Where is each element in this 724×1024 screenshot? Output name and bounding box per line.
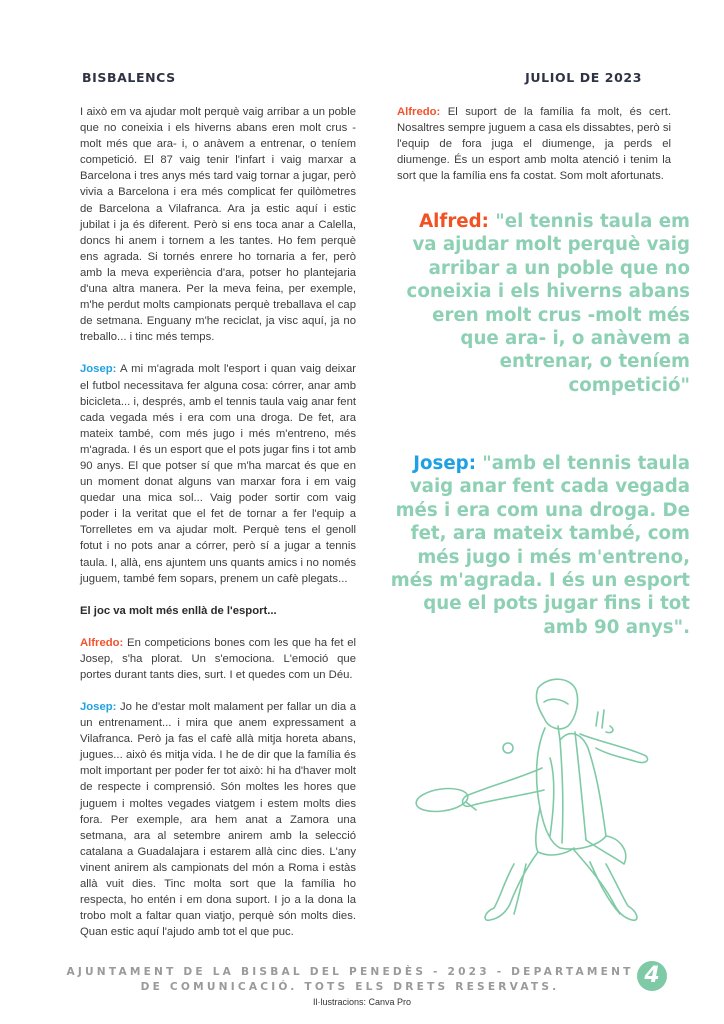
speaker-josep: Josep: [80, 701, 117, 713]
pull-quote-alfred [390, 210, 690, 397]
issue-date: JULIOL DE 2023 [525, 70, 642, 85]
paddle-icon [415, 785, 470, 814]
speaker-alfredo: Alfredo: [397, 106, 441, 118]
paragraph-text: El suport de la família fa molt, és cert. Nosaltres sempre juguem a casa els dissabtes, però si l'equip de fora juga el diumenge, ja perds el diumenge. És un esport amb molta atenció i tenim la sort que la família ens fa costat. Som molt afortunats. [397, 106, 671, 183]
section-title: BISBALENCS [82, 70, 176, 85]
page-number-badge: 4 [637, 961, 667, 991]
player-leg-right [574, 850, 637, 920]
quote-text: "amb el tennis taula vaig anar fent cada vegada més i era com una droga. De fet, ara mateix també, com més jugo i més m'entreno, més m'agrada. I és un esport que el pots jugar fins i tot amb 90 anys". [390, 453, 690, 638]
quote-speaker-alfred: Alfred: [419, 211, 489, 232]
paragraph-text: En competicions bones com les que ha fet el Josep, s'ha plorat. Un s'emociona. L'emoció que portes durant tants dies, surt. I et quedes com un Déu. [80, 636, 356, 681]
alfredo-paragraph [397, 104, 671, 184]
page-header [82, 70, 642, 90]
table-tennis-player-illustration [410, 668, 660, 923]
josep-paragraph [80, 361, 356, 586]
player-arm-left [463, 768, 544, 806]
illustration-credits: Il·lustracions: Canva Pro [312, 997, 412, 1007]
quote-text: "el tennis taula em va ajudar molt perquè vaig arribar a un poble que no coneixia i els hiverns abans eren molt crus -molt més que ara- i, o anàvem a entrenar, o teníem competició" [406, 211, 690, 396]
speaker-alfredo: Alfredo: [80, 636, 124, 649]
paragraph-text: A mi m'agrada molt l'esport i quan vaig deixar el futbol necessitava fer alguna cosa: córrer, anar amb bicicleta... i, després, amb el tennis taula vaig anar fent cada vegada més i era com una droga. De fet, ara mateix també, com més jugo i més m'entreno, més m'agrada. I és un esport que el pots jugar fins i tot amb 90 anys. El que potser sí que m'ha marcat és que en un moment donat alguns van marxar fora i em vaig quedar una mica sol... Vaig poder sortir com vaig poder i la veritat que el fet de tornar a fer l'equip a Torrelletes em va ajudar molt. Perquè tens el genoll fotut i no pots anar a córrer, però sí a jugar a tennis taula. I, allà, ens ajuntem uns quants amics i no només juguem, també fem sopars, prenem un cafè plegats... [80, 363, 356, 585]
paragraph-text: I això em va ajudar molt perquè vaig arribar a un poble que no coneixia i els hiverns abans eren molt crus -molt més que ara- i, o anàvem a entrenar, o teníem competició. El 87 vaig tenir l'infart i vaig marxar a Barcelona i tres anys més tard vaig tornar a jugar, però vivia a Barcelona i era més complicat fer quilòmetres de Barcelona a Vilafranca. Ara ja estic aquí i estic jubilat i ja és diferent. Però si ens toca anar a Calella, doncs hi anem i tornem a les tantes. Ho fem perquè ens agrada. Si tornés enrere ho tornaria a fer, però amb la meva experiència d'ara, potser ho plantejaria d'una altra manera. Per la meva feina, per exemple, m'he perdut molts campionats perquè treballava el cap de setmana. Enguany m'he reciclat, ja visc aquí, ja no treballo... i tinc més temps. [80, 106, 356, 344]
subheading: El joc va molt més enllà de l'esport... [80, 604, 277, 617]
alfredo-paragraph [80, 635, 356, 683]
quote-speaker-josep: Josep: [413, 453, 476, 474]
paragraph-text: Jo he d'estar molt malament per fallar un dia a un entrenament... i mira que anem expressament a Vilafranca. Però ja fas el cafè allà mitja horeta abans, jugues... això és mitja vida. I he de dir que la família és molt important per poder fer tot això: hi ha d'haver molt de respecte i comprensió. Són moltes les hores que juguem i moltes vegades viatgem i estem molts dies fora. Per exemple, ara hem anat a Zamora una setmana, ara al setembre anirem amb la selecció catalana a Guadalajara i estarem allà cinc dies. L'any vinent anirem als campionats del món a Roma i estàs allà vuit dies. Tinc molta sort que la família ho respecta, ho entén i em dona suport. I jo a la dona la trobo molt a faltar quan viatjo, perquè són molts dies. Quan estic aquí l'ajudo amb tot el que puc. [80, 701, 356, 939]
left-column [80, 104, 356, 940]
intro-paragraph [80, 104, 356, 345]
player-torso [537, 728, 606, 849]
pull-quote-josep [390, 452, 690, 639]
speaker-josep: Josep: [80, 363, 117, 376]
player-head [536, 679, 577, 729]
josep-paragraph [80, 699, 356, 940]
ball-icon [503, 743, 513, 753]
footer-copyright: AJUNTAMENT DE LA BISBAL DEL PENEDÈS - 2023 - DEPARTAMENT DE COMUNICACIÓ. TOTS ELS DRETS RESERVATS. [66, 966, 634, 993]
player-leg-left [485, 852, 538, 920]
right-column [397, 104, 671, 184]
player-arm-right [580, 734, 648, 763]
